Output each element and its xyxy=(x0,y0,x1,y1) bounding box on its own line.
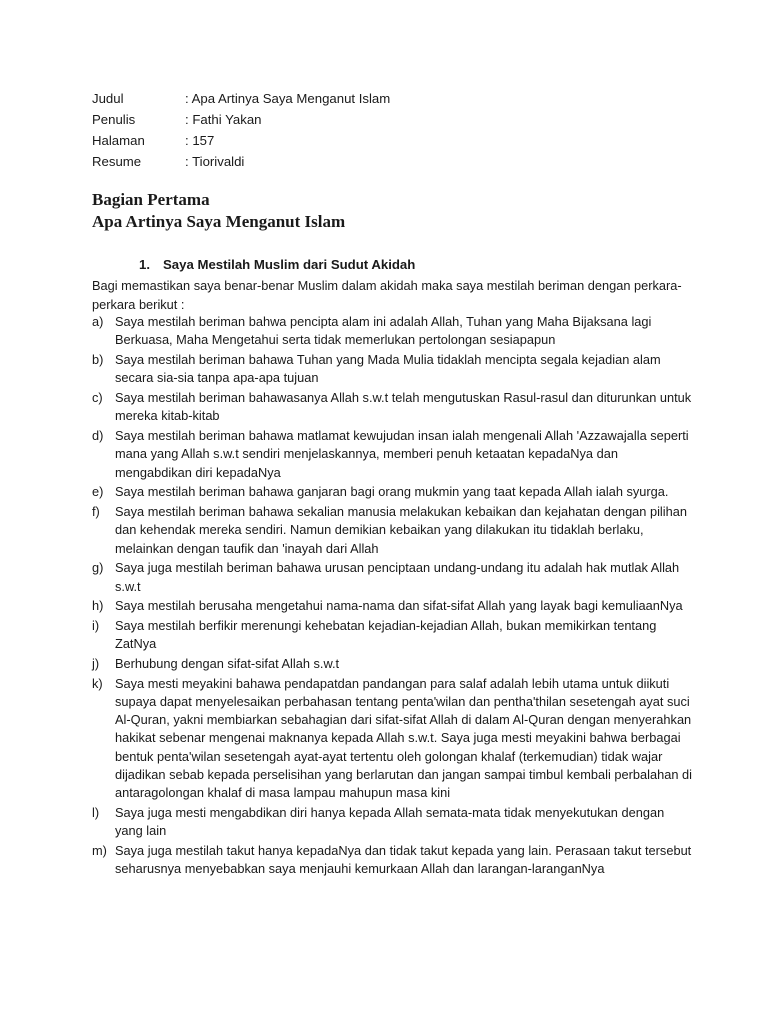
list-item xyxy=(92,842,692,879)
list-item-text: Saya juga mestilah takut hanya kepadaNya dan tidak takut kepada yang lain. Perasaan takut tersebut seharusnya menyebabkan saya menjauhi kemurkaan Allah dan larangan-laranganNya xyxy=(115,843,692,877)
list-item xyxy=(92,655,692,673)
belief-list xyxy=(92,313,692,880)
meta-value: : Apa Artinya Saya Menganut Islam xyxy=(185,91,391,106)
chapter-title: Apa Artinya Saya Menganut Islam xyxy=(92,212,346,231)
list-item xyxy=(92,503,692,558)
list-marker: c) xyxy=(92,389,103,405)
meta-value: : Tiorivaldi xyxy=(185,154,245,169)
list-item xyxy=(92,389,692,426)
list-item-text: Saya juga mestilah beriman bahawa urusan penciptaan undang-undang itu adalah hak mutlak Allah s.w.t xyxy=(115,560,680,594)
list-item xyxy=(92,675,692,803)
list-item-text: Saya mestilah beriman bahawasanya Allah s.w.t telah mengutuskan Rasul-rasul dan diturunkan untuk mereka kitab-kitab xyxy=(115,389,692,424)
list-marker: l) xyxy=(92,805,100,821)
list-item-text: Saya mesti meyakini bahawa pendapatdan pandangan para salaf adalah lebih utama untuk diikuti supaya dapat menyelesaikan perbahasan tentang penta'wilan dan pentha'thilan sesetengah ayat suci Al-Quran, yakni membiarkan sebahagian dari sifat-sifat Allah di dalam Al-Quran dengan menyerahkan hakikat sebenar mengenai maknanya kepada Allah s.w.t. Saya juga mesti meyakini bahwa berbagai bentuk penta'wilan sesetengah ayat-ayat tertentu oleh golongan khalaf (terkemudian) tidak wajar dijadikan sebab kepada perselisihan yang berlarutan dan jangan sampai timbul kembali perbalahan di antaragolongan khalaf di masa lampau mahupun masa kini xyxy=(115,675,692,801)
meta-label: Halaman xyxy=(92,133,145,148)
meta-label: Resume xyxy=(92,154,142,169)
section-number: 1. xyxy=(139,257,150,272)
list-item-text: Saya mestilah beriman bahawa ganjaran bagi orang mukmin yang taat kepada Allah ialah syurga. xyxy=(115,484,669,500)
list-item xyxy=(92,597,692,615)
list-item-text: Saya mestilah berfikir merenungi kehebatan kejadian-kejadian Allah, bukan memikirkan tentang ZatNya xyxy=(115,617,657,652)
part-heading: Bagian Pertama xyxy=(92,190,210,209)
meta-value: : Fathi Yakan xyxy=(185,112,262,127)
list-item xyxy=(92,483,692,501)
list-marker: e) xyxy=(92,484,104,500)
meta-row-resume xyxy=(92,151,390,172)
section-title-text: Saya Mestilah Muslim dari Sudut Akidah xyxy=(163,257,416,272)
list-item-text: Saya mestilah beriman bahawa matlamat kewujudan insan ialah mengenali Allah 'Azzawajalla seperti mana yang Allah s.w.t sendiri menjelaskannya, memberi penuh ketaatan kepadaNya dan mengabdikan diri kepadaNya xyxy=(115,427,689,480)
list-marker: g) xyxy=(92,560,104,576)
meta-label: Judul xyxy=(92,91,124,106)
list-marker: j) xyxy=(92,655,100,671)
list-item xyxy=(92,559,692,596)
list-item-text: Saya mestilah beriman bahwa pencipta alam ini adalah Allah, Tuhan yang Maha Bijaksana lagi Berkuasa, Maha Mengetahui serta tidak memerlukan pertolongan sesiapapun xyxy=(115,314,652,348)
list-item-text: Saya juga mesti mengabdikan diri hanya kepada Allah semata-mata tidak menyekutukan dengan yang lain xyxy=(115,805,665,839)
list-marker: a) xyxy=(92,314,104,329)
list-item-text: Saya mestilah beriman bahawa Tuhan yang Mada Mulia tidaklah mencipta segala kejadian alam secara sia-sia tanpa apa-apa tujuan xyxy=(115,351,661,386)
meta-row-halaman xyxy=(92,130,390,151)
meta-label: Penulis xyxy=(92,112,136,127)
list-item xyxy=(92,617,692,654)
list-marker: i) xyxy=(92,617,100,633)
list-item xyxy=(92,313,692,350)
document-metadata xyxy=(92,88,390,172)
list-item xyxy=(92,351,692,388)
list-marker: f) xyxy=(92,503,100,519)
meta-row-judul xyxy=(92,88,390,109)
meta-value: : 157 xyxy=(185,133,215,148)
section-heading xyxy=(139,257,415,272)
list-marker: d) xyxy=(92,427,104,443)
list-item-text: Saya mestilah berusaha mengetahui nama-nama dan sifat-sifat Allah yang layak bagi kemuliaanNya xyxy=(115,598,683,614)
meta-row-penulis xyxy=(92,109,390,130)
list-marker: h) xyxy=(92,598,104,614)
list-item-text: Saya mestilah beriman bahawa sekalian manusia melakukan kebaikan dan kejahatan dengan pilihan dan kehendak mereka sendiri. Namun demikian kebaikan yang dilakukan itu tidaklah berlaku, melainkan dengan taufik dan 'inayah dari Allah xyxy=(115,503,687,556)
list-marker: k) xyxy=(92,675,103,691)
list-item xyxy=(92,427,692,482)
intro-paragraph: Bagi memastikan saya benar-benar Muslim dalam akidah maka saya mestilah beriman dengan perkara-perkara berikut : xyxy=(92,278,682,312)
list-item xyxy=(92,804,692,841)
list-item-text: Berhubung dengan sifat-sifat Allah s.w.t xyxy=(115,655,340,671)
list-marker: m) xyxy=(92,843,107,858)
list-marker: b) xyxy=(92,351,104,367)
